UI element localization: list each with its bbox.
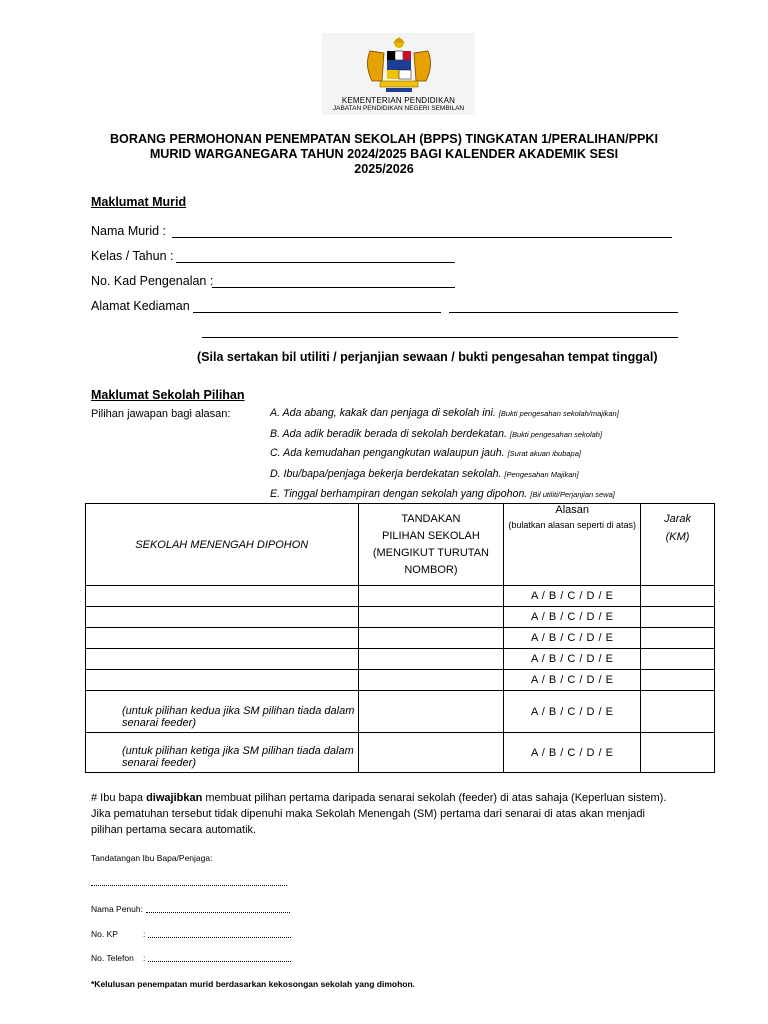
feeder-requirement-note: # Ibu bapa diwajibkan membuat pilihan pertama daripada senarai sekolah (feeder) di atas sahaja (Keperluan sistem). Jika pematuhan tersebut tidak dipenuhi maka Sekolah Menengah (SM) pertama dari senarai di atas akan menjadi pilihan pertama secara automatik. — [91, 792, 667, 836]
no-telefon-label: No. Telefon — [91, 953, 134, 963]
reason-e: E. Tinggal berhampiran dengan sekolah yang dipohon. [Bil utiliti/Perjanjian sewa] — [270, 488, 615, 500]
choice-cell[interactable] — [358, 607, 504, 628]
header-tandakan: TANDAKAN PILIHAN SEKOLAH (MENGIKUT TURUTAN NOMBOR) — [358, 504, 504, 586]
distance-cell[interactable] — [641, 649, 715, 670]
form-title: BORANG PERMOHONAN PENEMPATAN SEKOLAH (BPPS) TINGKATAN 1/PERALIHAN/PPKI MURID WARGANEGARA TAHUN 2024/2025 BAGI KALENDER AKADEMIK SESI 2025/2026 — [109, 132, 659, 176]
kelas-tahun-label: Kelas / Tahun : — [91, 249, 174, 263]
nama-penuh-field[interactable] — [146, 912, 290, 913]
distance-cell[interactable] — [641, 670, 715, 691]
distance-cell[interactable] — [641, 691, 715, 733]
kelas-tahun-field[interactable] — [176, 262, 455, 263]
header-sekolah: SEKOLAH MENENGAH DIPOHON — [86, 504, 359, 586]
school-cell[interactable] — [86, 649, 359, 670]
table-header-row — [86, 504, 715, 586]
distance-cell[interactable] — [641, 733, 715, 773]
logo-department-name: JABATAN PENDIDIKAN NEGERI SEMBILAN — [332, 105, 465, 112]
table-row — [86, 607, 715, 628]
choice-cell[interactable] — [358, 670, 504, 691]
distance-cell[interactable] — [641, 607, 715, 628]
reason-cell[interactable]: A / B / C / D / E — [504, 628, 641, 649]
table-row-third-choice — [86, 733, 715, 773]
reason-cell[interactable]: A / B / C / D / E — [504, 586, 641, 607]
kad-pengenalan-label: No. Kad Pengenalan : — [91, 274, 214, 288]
no-telefon-field[interactable] — [148, 961, 291, 962]
alamat-field-line1b[interactable] — [449, 312, 678, 313]
coat-of-arms-icon — [360, 37, 438, 97]
alamat-field-line2[interactable] — [202, 337, 678, 338]
header-jarak: Jarak (KM) — [641, 504, 715, 586]
reason-cell[interactable]: A / B / C / D / E — [504, 691, 641, 733]
reason-c: C. Ada kemudahan pengangkutan walaupun jauh. [Surat akuan ibubapa] — [270, 447, 581, 459]
alamat-kediaman-label: Alamat Kediaman — [91, 299, 190, 313]
school-cell-third-choice[interactable]: (untuk pilihan ketiga jika SM pilihan tiada dalam senarai feeder) — [86, 733, 359, 773]
reason-a: A. Ada abang, kakak dan penjaga di sekolah ini. [Bukti pengesahan sekolah/majikan] — [270, 407, 619, 419]
no-telefon-colon: : — [143, 953, 146, 963]
logo-ministry-name: KEMENTERIAN PENDIDIKAN — [341, 96, 456, 105]
reason-cell[interactable]: A / B / C / D / E — [504, 670, 641, 691]
table-row — [86, 628, 715, 649]
section-heading-murid: Maklumat Murid — [91, 195, 187, 209]
no-kp-field[interactable] — [148, 937, 291, 938]
school-choice-table — [85, 503, 715, 773]
section-heading-sekolah: Maklumat Sekolah Pilihan — [91, 388, 245, 402]
school-cell[interactable] — [86, 670, 359, 691]
choice-cell[interactable] — [358, 691, 504, 733]
kad-pengenalan-field[interactable] — [212, 287, 455, 288]
school-cell[interactable] — [86, 628, 359, 649]
signature-field[interactable] — [91, 885, 287, 886]
reason-cell[interactable]: A / B / C / D / E — [504, 607, 641, 628]
reason-cell[interactable]: A / B / C / D / E — [504, 649, 641, 670]
nama-penuh-label: Nama Penuh: — [91, 904, 143, 914]
table-row — [86, 649, 715, 670]
table-row — [86, 586, 715, 607]
alamat-field-line1a[interactable] — [193, 312, 441, 313]
reason-b: B. Ada adik beradik berada di sekolah berdekatan. [Bukti pengesahan sekolah] — [270, 428, 603, 440]
school-cell[interactable] — [86, 607, 359, 628]
approval-note: *Kelulusan penempatan murid berdasarkan kekosongan sekolah yang dimohon. — [91, 979, 416, 989]
pilihan-jawapan-label: Pilihan jawapan bagi alasan: — [91, 408, 231, 420]
table-row-second-choice — [86, 691, 715, 733]
no-kp-label: No. KP — [91, 929, 118, 939]
nama-murid-label: Nama Murid : — [91, 224, 167, 238]
choice-cell[interactable] — [358, 628, 504, 649]
distance-cell[interactable] — [641, 586, 715, 607]
reason-d: D. Ibu/bapa/penjaga bekerja berdekatan sekolah. [Pengesahan Majikan] — [270, 468, 579, 480]
reason-cell[interactable]: A / B / C / D / E — [504, 733, 641, 773]
residence-proof-note: (Sila sertakan bil utiliti / perjanjian sewaan / bukti pengesahan tempat tinggal) — [197, 350, 658, 364]
distance-cell[interactable] — [641, 628, 715, 649]
table-row — [86, 670, 715, 691]
no-kp-colon: : — [143, 929, 146, 939]
school-cell-second-choice[interactable]: (untuk pilihan kedua jika SM pilihan tiada dalam senarai feeder) — [86, 691, 359, 733]
school-cell[interactable] — [86, 586, 359, 607]
choice-cell[interactable] — [358, 649, 504, 670]
choice-cell[interactable] — [358, 733, 504, 773]
nama-murid-field[interactable] — [172, 237, 672, 238]
signature-label: Tandatangan Ibu Bapa/Penjaga: — [91, 853, 213, 863]
choice-cell[interactable] — [358, 586, 504, 607]
header-alasan: Alasan (bulatkan alasan seperti di atas) — [504, 504, 641, 586]
